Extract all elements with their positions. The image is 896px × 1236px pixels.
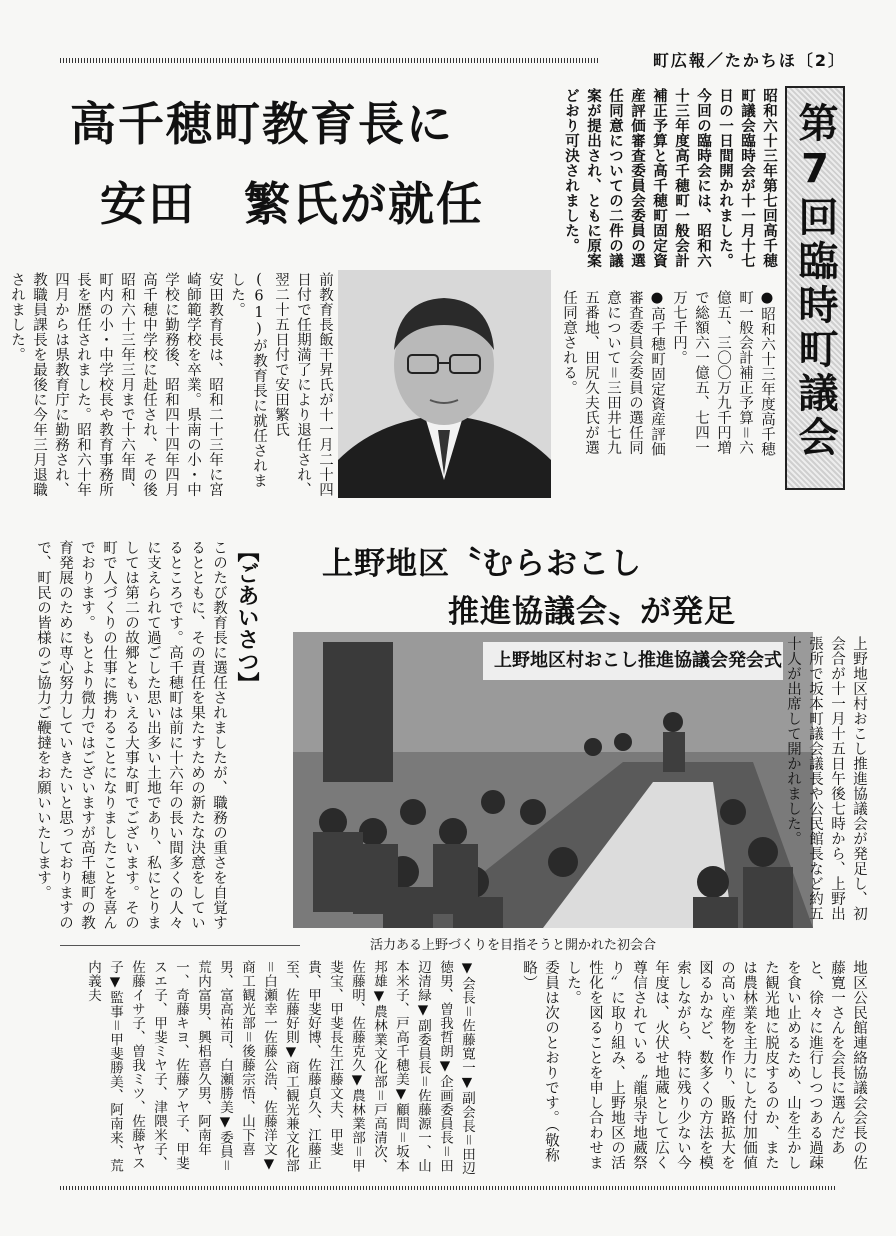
edu-headline-2: 安田 繁氏が就任 <box>100 177 484 231</box>
muraokoshi-lead: 上野地区村おこし推進協議会が発足し、初会合が十一月十五日午後七時から、上野出張所で坂本町議会議長や公民館長など約五十人が出席して開かれました。 <box>785 636 867 921</box>
edu-body-2: 安田教育長は、昭和二十三年に宮崎師範学校を卒業。県南の小・中学校に勤務後、昭和四十四年四月高千穂中学校に赴任され、その後昭和六十三年三月まで十六年間、町内の小・中学校長や教育事務所長を歴任されました。昭和六十年四月からは県教育庁に勤務され、教職員課長を最後に今年三月退職されました。 <box>9 272 223 497</box>
muraokoshi-headline-1: 上野地区〝むらおこし <box>322 546 642 582</box>
greeting-body: このたび教育長に選任されましたが、職務の重さを自覚するとともに、その責任を果たすための新たな決意をしているところです。高千穂町は前に十六年の長い間多くの人々に支えられて過ごした思い出多い土地であり、私にとりましては第二の故郷ともいえる大事な町でございます。その町で人づくりの仕事に携わることになりましたことを喜んでおります。もとより微力ではございますが高千穂町の教育発展のために専心努力していきたいと思っておりますので、町民の皆様のご協力ご鞭撻をお願いいたします。 <box>35 540 227 930</box>
masthead: 町広報／たかちほ〔2〕 <box>652 51 846 70</box>
portrait-icon <box>338 270 551 498</box>
council-item-2: ●高千穂町固定資産評価審査委員会委員の選任同意について＝三田井七九五番地、田尻久夫氏が選任同意される。 <box>561 290 665 457</box>
muraokoshi-body <box>480 960 870 1178</box>
edu-body-1: 前教育長飯干昇氏が十一月二十四日付で任期満了により退任され、翌二十五日付で安田繁氏(61)が教育長に就任されました。 <box>229 272 333 497</box>
portrait-photo <box>338 270 551 498</box>
greeting-title: 【ごあいさつ】 <box>234 540 259 694</box>
bottom-rule <box>60 1186 836 1190</box>
council-items <box>561 290 778 460</box>
edu-headline-1: 高千穂町教育長に <box>70 97 454 151</box>
muraokoshi-body-text: 地区公民館連絡協議会会長の佐藤寛一さんを会長に選んだあと、徐々に進行しつつある過疎を食い止めるため、山を生かした観光地に脱皮するのか、または農林業を主力にした付加価値の高い産物を作り、販路拡大を図るかなど、数多くの方法を模索しながら、特に残り少ない今年度は、火伏せ地蔵として広く尊信されている〝龍泉寺地蔵祭り〟に取り組み、上野地区の活性化を図ることを申し合わせました。 <box>565 960 867 1170</box>
council-body-1 <box>563 88 780 278</box>
council-body-1-text: 昭和六十三年第七回高千穂町議会臨時会が十一月十七日の一日間開かれました。 <box>717 88 778 268</box>
council-headline-box <box>785 86 845 490</box>
meeting-icon <box>293 632 813 928</box>
council-body-2-text: 今回の臨時会には、昭和六十三年度高千穂町一般会計補正予算と高千穂町固定資産評価審査委員会委員の選任同意についての二件の議案が提出され、ともに原案どおり可決されました。 <box>563 88 712 268</box>
meeting-photo <box>293 632 813 928</box>
muraokoshi-headline-2: 推進協議会〟が発足 <box>448 594 736 630</box>
meeting-photo-caption: 活力ある上野づくりを目指そうと開かれた初会合 <box>370 938 657 953</box>
edu-body <box>9 272 336 500</box>
muraokoshi-lead-top <box>785 636 870 930</box>
council-headline: 第7回臨時町議会 <box>792 102 838 460</box>
section-divider <box>60 945 300 946</box>
members-intro: 委員は次のとおりです。（敬称略） <box>521 960 559 1163</box>
top-rule <box>60 58 600 63</box>
members-list: ▼会長＝佐藤寛一▼副会長＝田辺徳男、曽我哲朗▼企画委員長＝田辺清緑▼副委員長＝佐藤源一、山本米子、戸高千穂美▼顧問＝坂本邦雄▼農林業文化部＝戸高清次、佐藤明、佐藤克久▼農林業部＝甲斐宝、甲斐長生江藤文夫、甲斐貴、甲斐好博、佐藤貞久、江藤正至、佐藤好則▼商工観光兼文化部＝白瀬幸一佐藤公浩、佐藤洋文▼商工観光部＝後藤宗悟、山下喜男、富高祐司、白瀬勝美▼委員＝荒内富男、興梠喜久男、阿南年一、奇藤キヨ、佐藤アヤ子、甲斐スエ子、甲斐ミヤ子、津隈米子、佐藤イサ子、曽我ミツ、佐藤ヤス子▼監事＝甲斐勝美、阿南来、荒内義夫 <box>85 960 475 1175</box>
council-item-1: ●昭和六十三年度高千穂町一般会計補正予算＝六億五、三〇〇万九千円増で総額六一億五、七四一万七千円。 <box>671 290 775 457</box>
meeting-banner: 上野地区村おこし推進協議会発会式 <box>494 650 782 671</box>
